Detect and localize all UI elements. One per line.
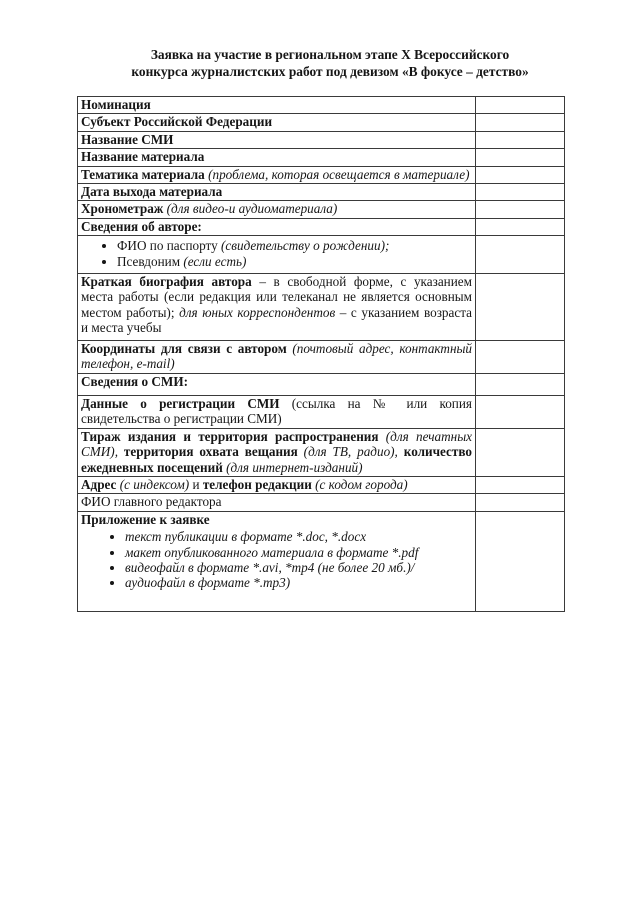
contacts-label-bold: Координаты для связи с автором — [81, 340, 287, 356]
row-subject — [78, 114, 565, 131]
registration-label-bold: Данные о регистрации СМИ — [81, 395, 280, 411]
author-items-cell — [78, 236, 476, 274]
address-bold-1: Адрес — [81, 476, 117, 492]
answer-registration[interactable] — [476, 395, 565, 428]
address-normal: и — [189, 476, 203, 492]
address-bold-2: телефон редакции — [202, 476, 312, 492]
page-title — [100, 46, 560, 80]
list-item-pseudonym — [117, 254, 472, 269]
row-contacts — [78, 340, 565, 373]
row-author-info — [78, 218, 565, 235]
row-release-date — [78, 184, 565, 201]
address-italic-1: (с индексом) — [116, 476, 190, 492]
answer-address[interactable] — [476, 476, 565, 493]
row-biography — [78, 274, 565, 341]
circulation-bold-3: количество ежедневных посещений — [81, 444, 473, 475]
list-item-fio — [117, 238, 472, 253]
answer-author-info[interactable] — [476, 218, 565, 235]
answer-media-name[interactable] — [476, 131, 565, 148]
pseudonym-note: (если есть) — [183, 253, 247, 269]
label-author-info: Сведения об авторе: — [78, 218, 476, 235]
answer-biography[interactable] — [476, 274, 565, 341]
answer-nomination[interactable] — [476, 97, 565, 114]
circulation-bold-2: территория охвата вещания — [123, 444, 298, 460]
row-nomination — [78, 97, 565, 114]
row-timing — [78, 201, 565, 218]
label-biography — [78, 274, 476, 341]
label-nomination: Номинация — [78, 97, 476, 114]
label-timing — [78, 201, 476, 218]
label-release-date: Дата выхода материала — [78, 184, 476, 201]
row-topic — [78, 166, 565, 183]
row-attachment — [78, 511, 565, 611]
label-editor: ФИО главного редактора — [78, 494, 476, 511]
row-editor — [78, 494, 565, 511]
answer-circulation[interactable] — [476, 428, 565, 476]
biography-label-bold: Краткая биография автора — [81, 274, 252, 290]
answer-author-items[interactable] — [476, 236, 565, 274]
label-circulation — [78, 428, 476, 476]
attachment-item: • аудиофайл в формате *.mp3) — [125, 575, 472, 590]
title-line-2: конкурса журналистских работ под девизом «В фокусе – детство» — [131, 64, 529, 79]
row-registration — [78, 395, 565, 428]
row-author-items — [78, 236, 565, 274]
attachment-item: • текст публикации в формате *.doc, *.docx — [125, 529, 472, 544]
answer-material-name[interactable] — [476, 149, 565, 166]
row-media-info — [78, 373, 565, 395]
label-media-info: Сведения о СМИ: — [78, 373, 476, 395]
circulation-italic-2: (для ТВ, радио), — [297, 444, 404, 460]
row-material-name — [78, 149, 565, 166]
label-address — [78, 476, 476, 493]
row-address — [78, 476, 565, 493]
contacts-label-italic: (почтовый адрес, контактный телефон, e-mail) — [81, 340, 473, 372]
label-material-name: Название материала — [78, 149, 476, 166]
pseudonym-label: Псевдоним — [117, 253, 181, 269]
circulation-italic-1: (для печатных СМИ), — [81, 428, 473, 460]
row-media-name — [78, 131, 565, 148]
attachment-list — [81, 529, 472, 591]
biography-italic: для юных корреспондентов — [179, 304, 336, 320]
label-media-name: Название СМИ — [78, 131, 476, 148]
fio-label: ФИО по паспорту — [117, 238, 218, 254]
answer-media-info[interactable] — [476, 373, 565, 395]
circulation-italic-3: (для интернет-изданий) — [222, 459, 363, 475]
answer-editor[interactable] — [476, 494, 565, 511]
author-items-list — [81, 238, 472, 269]
address-italic-2: (с кодом города) — [311, 476, 408, 492]
fio-note: (свидетельству о рождении); — [221, 238, 390, 254]
circulation-bold-1: Тираж издания и территория распространения — [81, 428, 379, 444]
topic-label-bold: Тематика материала — [81, 166, 205, 182]
answer-contacts[interactable] — [476, 340, 565, 373]
attachment-cell — [78, 511, 476, 611]
answer-release-date[interactable] — [476, 184, 565, 201]
attachment-item: • макет опубликованного материала в формате *.pdf — [125, 545, 472, 560]
biography-text-1: – в свободной форме, с указанием места работы (если редакция или телеканал не является основным местом работы); — [81, 274, 472, 320]
attachment-heading: Приложение к заявке — [81, 511, 210, 527]
timing-label-bold: Хронометраж — [81, 201, 164, 217]
row-circulation — [78, 428, 565, 476]
answer-subject[interactable] — [476, 114, 565, 131]
registration-label-normal: (ссылка на № или копия свидетельства о регистрации СМИ) — [81, 395, 472, 427]
answer-timing[interactable] — [476, 201, 565, 218]
attachment-item: • видеофайл в формате *.avi, *mp4 (не более 20 мб.)/ — [125, 560, 472, 575]
label-contacts — [78, 340, 476, 373]
label-subject: Субъект Российской Федерации — [78, 114, 476, 131]
timing-label-italic: (для видео-и аудиоматериала) — [166, 201, 338, 217]
topic-label-italic: (проблема, которая освещается в материале) — [208, 166, 470, 182]
title-line-1: Заявка на участие в региональном этапе X Всероссийского — [150, 47, 510, 62]
label-registration — [78, 395, 476, 428]
application-form-table — [77, 96, 565, 612]
answer-attachment[interactable] — [476, 511, 565, 611]
label-topic — [78, 166, 476, 183]
biography-text-2: – с указанием возраста и места учебы — [81, 304, 472, 336]
answer-topic[interactable] — [476, 166, 565, 183]
